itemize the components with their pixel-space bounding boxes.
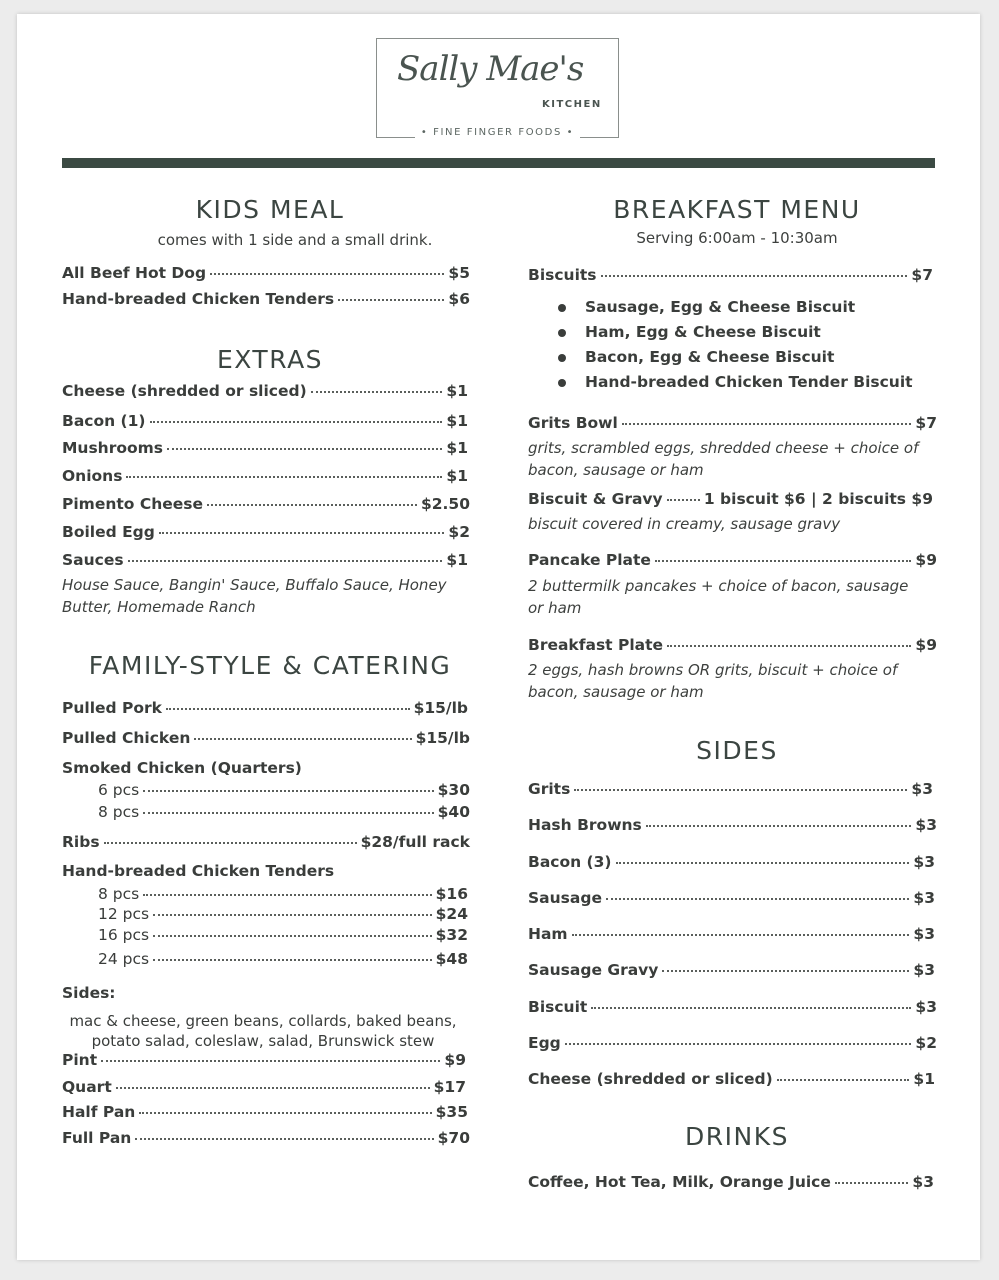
logo-kitchen: KITCHEN — [542, 99, 602, 110]
menu-item: Sausage $3 — [528, 889, 935, 907]
menu-item: 8 pcs $16 — [98, 885, 468, 903]
menu-item: 16 pcs $32 — [98, 926, 468, 944]
extras-title: EXTRAS — [216, 345, 324, 374]
menu-item: Breakfast Plate $9 — [528, 636, 937, 654]
menu-item: Biscuit $3 — [528, 998, 937, 1016]
menu-item: Ribs $28/full rack — [62, 833, 470, 851]
breakfast-plate-description: 2 eggs, hash browns OR grits, biscuit + choice of bacon, sausage or ham — [528, 661, 898, 701]
sides-label: Sides: — [62, 984, 116, 1002]
menu-item: Coffee, Hot Tea, Milk, Orange Juice $3 — [528, 1173, 934, 1191]
sauces-description: House Sauce, Bangin' Sauce, Buffalo Sauce, Honey Butter, Homemade Ranch — [62, 576, 447, 616]
menu-item: Pulled Chicken $15/lb — [62, 729, 470, 747]
list-item: Sausage, Egg & Cheese Biscuit — [556, 296, 913, 321]
menu-item: Egg $2 — [528, 1034, 937, 1052]
pancake-plate-description: 2 buttermilk pancakes + choice of bacon, sausage or ham — [528, 577, 909, 617]
menu-item: Sauces $1 — [62, 551, 468, 569]
menu-item: 8 pcs $40 — [98, 803, 470, 821]
kids-meal-subtitle: comes with 1 side and a small drink. — [157, 231, 433, 249]
tenders-label: Hand-breaded Chicken Tenders — [62, 862, 335, 880]
sides-list-line-2: potato salad, coleslaw, salad, Brunswick stew — [91, 1032, 435, 1050]
menu-item: Pimento Cheese $2.50 — [62, 495, 470, 513]
menu-item: Hash Browns $3 — [528, 816, 937, 834]
breakfast-title: BREAKFAST MENU — [613, 195, 861, 224]
list-item: Ham, Egg & Cheese Biscuit — [556, 321, 913, 346]
menu-item: 12 pcs $24 — [98, 905, 468, 923]
logo-tagline: • FINE FINGER FOODS • — [415, 127, 580, 138]
family-catering-title: FAMILY-STYLE & CATERING — [88, 651, 452, 680]
menu-item: Bacon (3) $3 — [528, 853, 935, 871]
biscuit-options-list — [556, 296, 913, 396]
smoked-chicken-label: Smoked Chicken (Quarters) — [62, 759, 302, 777]
menu-item: Pint $9 — [62, 1051, 466, 1069]
menu-item: All Beef Hot Dog $5 — [62, 264, 470, 282]
menu-item: Bacon (1) $1 — [62, 412, 468, 430]
menu-item: 24 pcs $48 — [98, 950, 468, 968]
menu-item: Pulled Pork $15/lb — [62, 699, 468, 717]
menu-item: 6 pcs $30 — [98, 781, 470, 799]
menu-item: Onions $1 — [62, 467, 468, 485]
menu-item: Cheese (shredded or sliced) $1 — [528, 1070, 935, 1088]
menu-item: Half Pan $35 — [62, 1103, 468, 1121]
drinks-title: DRINKS — [685, 1122, 789, 1151]
menu-item: Sausage Gravy $3 — [528, 961, 935, 979]
menu-item: Quart $17 — [62, 1078, 466, 1096]
menu-item: Hand-breaded Chicken Tenders $6 — [62, 290, 470, 308]
menu-item: Full Pan $70 — [62, 1129, 470, 1147]
grits-bowl-description: grits, scrambled eggs, shredded cheese + choice of bacon, sausage or ham — [528, 439, 919, 479]
sides-title: SIDES — [696, 736, 778, 765]
sides-list-line-1: mac & cheese, green beans, collards, baked beans, — [69, 1012, 457, 1030]
menu-item: Biscuit & Gravy 1 biscuit $6 | 2 biscuits $9 — [528, 490, 933, 508]
menu-item: Grits $3 — [528, 780, 933, 798]
list-item: Bacon, Egg & Cheese Biscuit — [556, 346, 913, 371]
kids-meal-title: KIDS MEAL — [195, 195, 345, 224]
menu-item: Mushrooms $1 — [62, 439, 468, 457]
menu-item: Boiled Egg $2 — [62, 523, 470, 541]
logo-script-name: Sally Mae's — [397, 49, 584, 89]
menu-item: Biscuits $7 — [528, 266, 933, 284]
header-rule — [62, 158, 935, 168]
menu-item: Cheese (shredded or sliced) $1 — [62, 382, 468, 400]
menu-item: Ham $3 — [528, 925, 935, 943]
list-item: Hand-breaded Chicken Tender Biscuit — [556, 371, 913, 396]
logo — [376, 38, 619, 138]
breakfast-subtitle: Serving 6:00am - 10:30am — [636, 229, 838, 247]
biscuit-gravy-description: biscuit covered in creamy, sausage gravy — [528, 515, 841, 533]
menu-item: Grits Bowl $7 — [528, 414, 937, 432]
menu-item: Pancake Plate $9 — [528, 551, 937, 569]
